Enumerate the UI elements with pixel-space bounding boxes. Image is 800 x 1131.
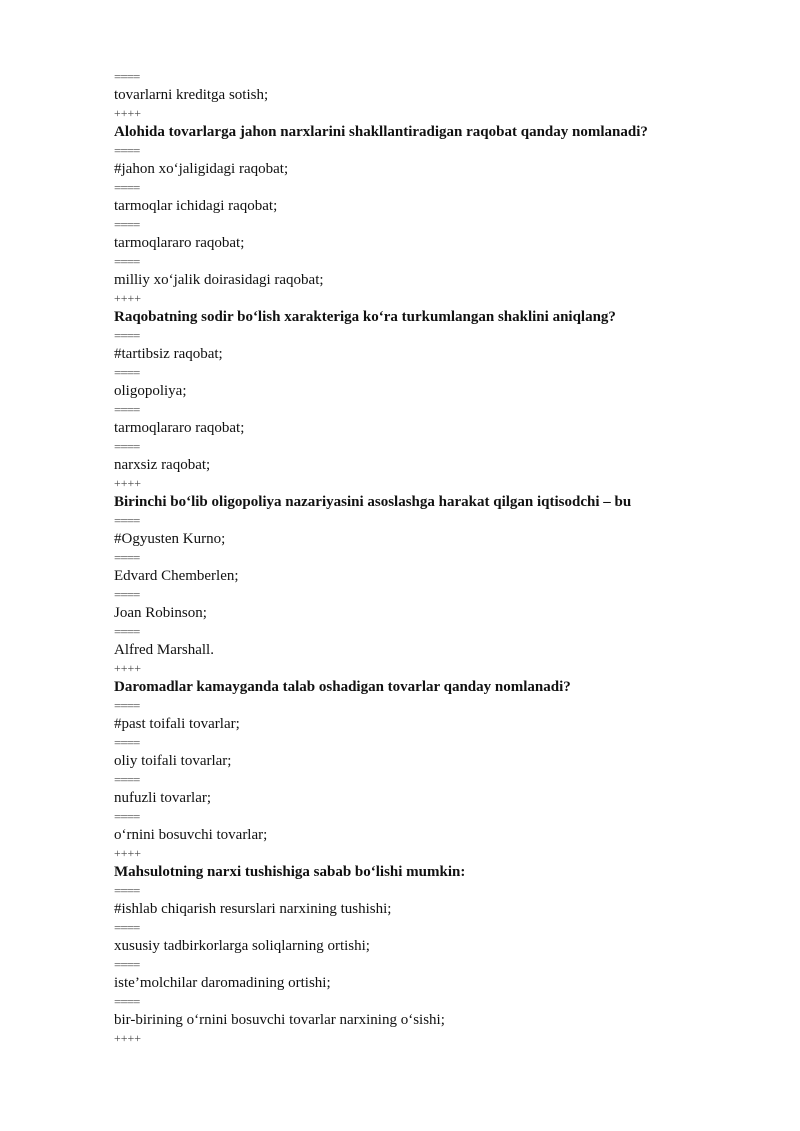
option-separator: ==== xyxy=(114,809,140,824)
option-separator: ==== xyxy=(114,328,140,343)
option-separator: ==== xyxy=(114,624,140,639)
answer-option: Alfred Marshall. xyxy=(114,642,214,658)
answer-option: nufuzli tovarlar; xyxy=(114,790,212,806)
answer-option: #ishlab chiqarish resurslari narxining tushishi; xyxy=(114,901,392,917)
answer-option: xususiy tadbirkorlarga soliqlarning ortishi; xyxy=(114,938,370,954)
question-text: Raqobatning sodir bo‘lish xarakteriga ko‘ra turkumlangan shaklini aniqlang? xyxy=(114,309,616,325)
option-separator: ==== xyxy=(114,994,140,1009)
question-separator: ++++ xyxy=(114,1031,142,1045)
option-separator: ==== xyxy=(114,772,140,787)
answer-option: Edvard Chemberlen; xyxy=(114,568,239,584)
option-separator: ==== xyxy=(114,513,140,528)
option-separator: ==== xyxy=(114,402,140,417)
question-separator: ++++ xyxy=(114,661,142,675)
answer-option: Joan Robinson; xyxy=(114,605,207,621)
answer-option: #jahon xo‘jaligidagi raqobat; xyxy=(114,161,289,177)
question-text: Birinchi bo‘lib oligopoliya nazariyasini asoslashga harakat qilgan iqtisodchi – bu xyxy=(114,494,632,510)
answer-option: #tartibsiz raqobat; xyxy=(114,346,223,362)
answer-option: iste’molchilar daromadining ortishi; xyxy=(114,975,331,991)
option-separator: ==== xyxy=(114,920,140,935)
question-text: Alohida tovarlarga jahon narxlarini shakllantiradigan raqobat qanday nomlanadi? xyxy=(114,124,648,140)
option-separator: ==== xyxy=(114,439,140,454)
answer-option: milliy xo‘jalik doirasidagi raqobat; xyxy=(114,272,324,288)
answer-option: tarmoqlararo raqobat; xyxy=(114,420,245,436)
option-separator: ==== xyxy=(114,698,140,713)
option-separator: ==== xyxy=(114,69,140,84)
document-body xyxy=(114,70,774,1045)
option-separator: ==== xyxy=(114,587,140,602)
option-separator: ==== xyxy=(114,143,140,158)
answer-option: oligopoliya; xyxy=(114,383,187,399)
answer-option: oliy toifali tovarlar; xyxy=(114,753,232,769)
option-separator: ==== xyxy=(114,217,140,232)
option-separator: ==== xyxy=(114,180,140,195)
option-separator: ==== xyxy=(114,254,140,269)
option-separator: ==== xyxy=(114,550,140,565)
option-separator: ==== xyxy=(114,365,140,380)
answer-option: o‘rnini bosuvchi tovarlar; xyxy=(114,827,268,843)
answer-option: tarmoqlar ichidagi raqobat; xyxy=(114,198,278,214)
answer-option: narxsiz raqobat; xyxy=(114,457,211,473)
question-separator: ++++ xyxy=(114,106,142,120)
question-text: Mahsulotning narxi tushishiga sabab bo‘lishi mumkin: xyxy=(114,864,466,880)
answer-option: #past toifali tovarlar; xyxy=(114,716,240,732)
option-separator: ==== xyxy=(114,883,140,898)
answer-option: tarmoqlararo raqobat; xyxy=(114,235,245,251)
answer-option: bir-birining o‘rnini bosuvchi tovarlar narxining o‘sishi; xyxy=(114,1012,445,1028)
answer-option: #Ogyusten Kurno; xyxy=(114,531,226,547)
question-separator: ++++ xyxy=(114,846,142,860)
option-separator: ==== xyxy=(114,735,140,750)
question-separator: ++++ xyxy=(114,476,142,490)
answer-option: tovarlarni kreditga sotish; xyxy=(114,87,269,103)
question-separator: ++++ xyxy=(114,291,142,305)
question-text: Daromadlar kamayganda talab oshadigan tovarlar qanday nomlanadi? xyxy=(114,679,571,695)
option-separator: ==== xyxy=(114,957,140,972)
